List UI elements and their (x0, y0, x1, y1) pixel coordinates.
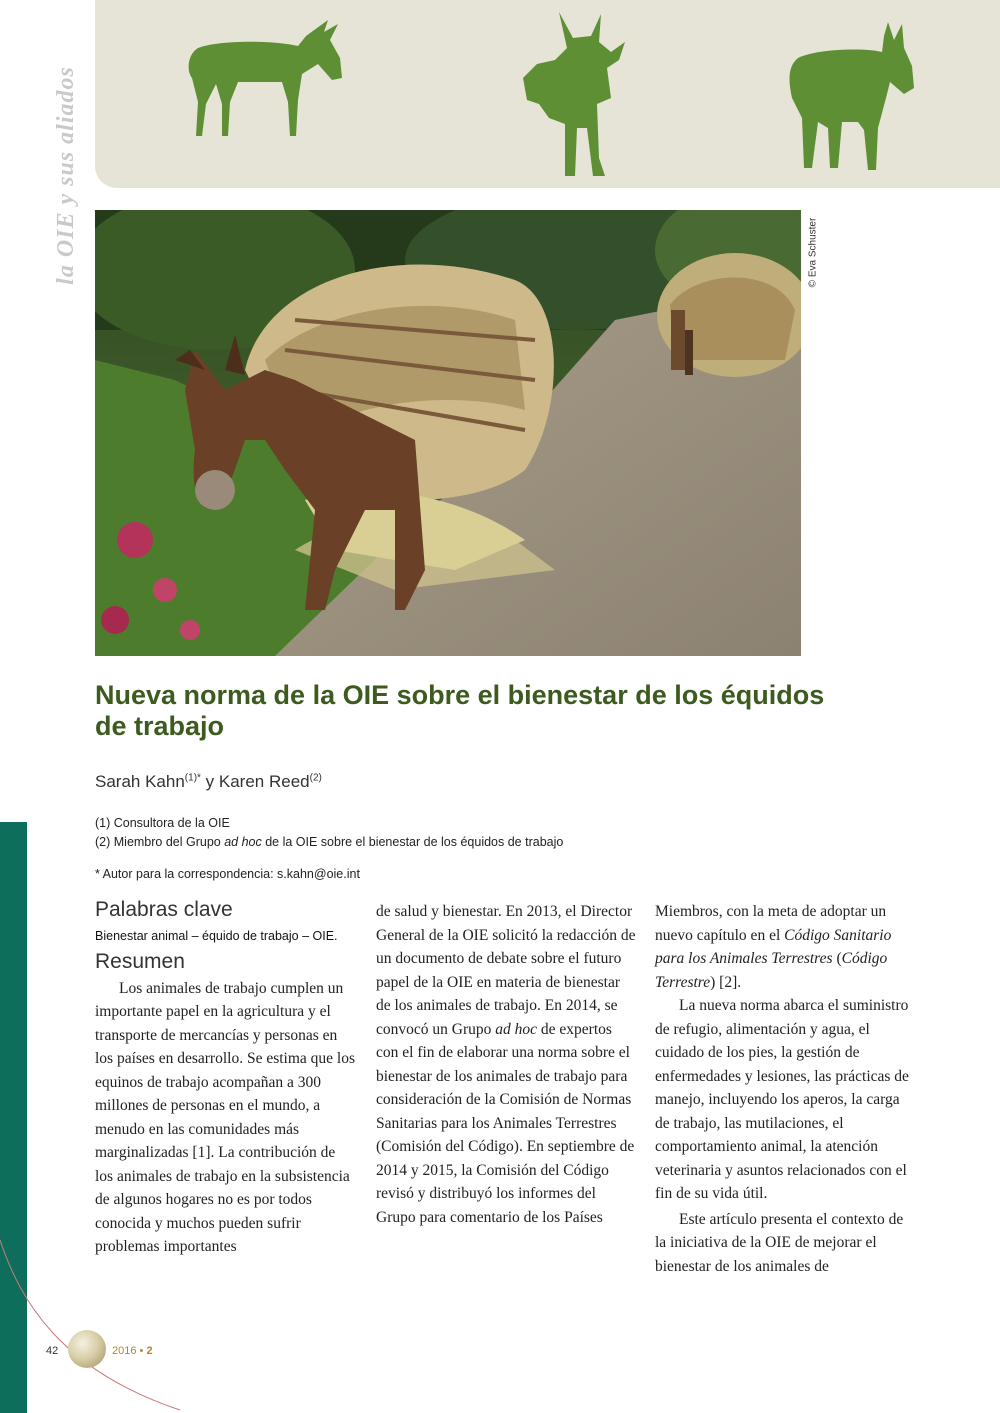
affiliation-1: (1) Consultora de la OIE (95, 816, 230, 830)
keywords-heading: Palabras clave (95, 898, 233, 921)
affiliation-2 (95, 833, 795, 852)
col2-text-b: de expertos con el fin de elaborar una norma sobre el bienestar de los animales de trabajo para consideración de la Comisión de Normas Sanitarias para los Animales Terrestres (Comisión del Código). En septiembre de 2014 y 2015, la Comisión del Código revisó y distribuyó los informes del Grupo para comentario de los Países (376, 1020, 635, 1226)
issue-separator: • (136, 1345, 147, 1357)
author-2-note: (2) (309, 772, 322, 784)
text-column-3 (655, 900, 917, 1278)
section-label (42, 65, 90, 285)
summary-paragraph-5: Este artículo presenta el contexto de la iniciativa de la OIE de mejorar el bienestar de los animales de (655, 1210, 904, 1275)
col2-text-a: de salud y bienestar. En 2013, el Director General de la OIE solicitó la redacción de un documento de debate sobre el futuro papel de la OIE en materia de bienestar de los animales de trabajo. En 2014, se convocó un Grupo (376, 903, 636, 1038)
text-column-2 (376, 900, 638, 1229)
photo-credit (798, 212, 828, 292)
affiliation-2-pre: (2) Miembro del Grupo (95, 835, 225, 849)
col2-emphasis: ad hoc (495, 1020, 538, 1038)
col3-text-c: ) [2]. (710, 973, 742, 991)
authors (95, 772, 322, 792)
affiliation-2-emphasis: ad hoc (224, 835, 262, 849)
summary-paragraph-3 (655, 900, 917, 994)
affiliations (95, 814, 795, 852)
donkey-front-silhouette-icon (515, 8, 633, 180)
col3-text-b: ( (832, 950, 842, 967)
col3-emphasis-1: Código Sanitario para los Animales Terrestres (655, 926, 892, 967)
donkey-silhouette-icon (178, 18, 348, 140)
affiliation-2-post: de la OIE sobre el bienestar de los équidos de trabajo (261, 835, 564, 849)
author-2: Karen Reed (218, 772, 310, 791)
keywords: Bienestar animal – équido de trabajo – OIE. (95, 929, 338, 943)
issue-year: 2016 (112, 1345, 137, 1357)
col3-text-a: Miembros, con la meta de adoptar un nuevo capítulo en el (655, 903, 887, 944)
summary-paragraph-1: Los animales de trabajo cumplen un importante papel en la agricultura y el transporte de mercancías y personas en los países en desarrollo. Se estima que los equinos de trabajo acompañan a 300 millones de personas en el mundo, a menudo en las comunidades más marginalizadas [1]. La contribución de los animales de trabajo en la subsistencia de algunos hogares no es por todos conocida y muchos pueden sufrir problemas importantes (95, 979, 356, 1255)
text-column-1 (95, 897, 357, 1259)
summary-heading: Resumen (95, 949, 185, 973)
globe-icon (68, 1330, 106, 1368)
article-photo (95, 210, 801, 656)
article-title: Nueva norma de la OIE sobre el bienestar de los équidos de trabajo (95, 680, 825, 741)
author-conjunction: y (200, 772, 219, 791)
author-1-note: (1)* (184, 772, 201, 784)
photo-credit-text: © Eva Schuster (807, 217, 819, 287)
issue-number: 2 (146, 1345, 153, 1357)
donkey-standing-silhouette-icon (778, 18, 918, 176)
author-1: Sarah Kahn (95, 772, 185, 791)
summary-paragraph-4: La nueva norma abarca el suministro de refugio, alimentación y agua, el cuidado de los pies, la gestión de enfermedades y lesiones, las prácticas de manejo, incluyendo los aperos, la carga de trabajo, las mutilaciones, el comportamiento animal, la atención veterinaria y asuntos relacionados con el fin de su vida útil. (655, 997, 909, 1202)
section-label-text: la OIE y sus aliados (52, 65, 79, 285)
col3-emphasis-2: Código Terrestre (655, 950, 888, 991)
page-number: 42 (46, 1345, 59, 1357)
issue-info (112, 1345, 153, 1357)
footer-decorative-curve (0, 1240, 200, 1413)
summary-paragraph-2 (376, 900, 638, 1229)
correspondence-note: * Autor para la correspondencia: s.kahn@oie.int (95, 867, 360, 881)
